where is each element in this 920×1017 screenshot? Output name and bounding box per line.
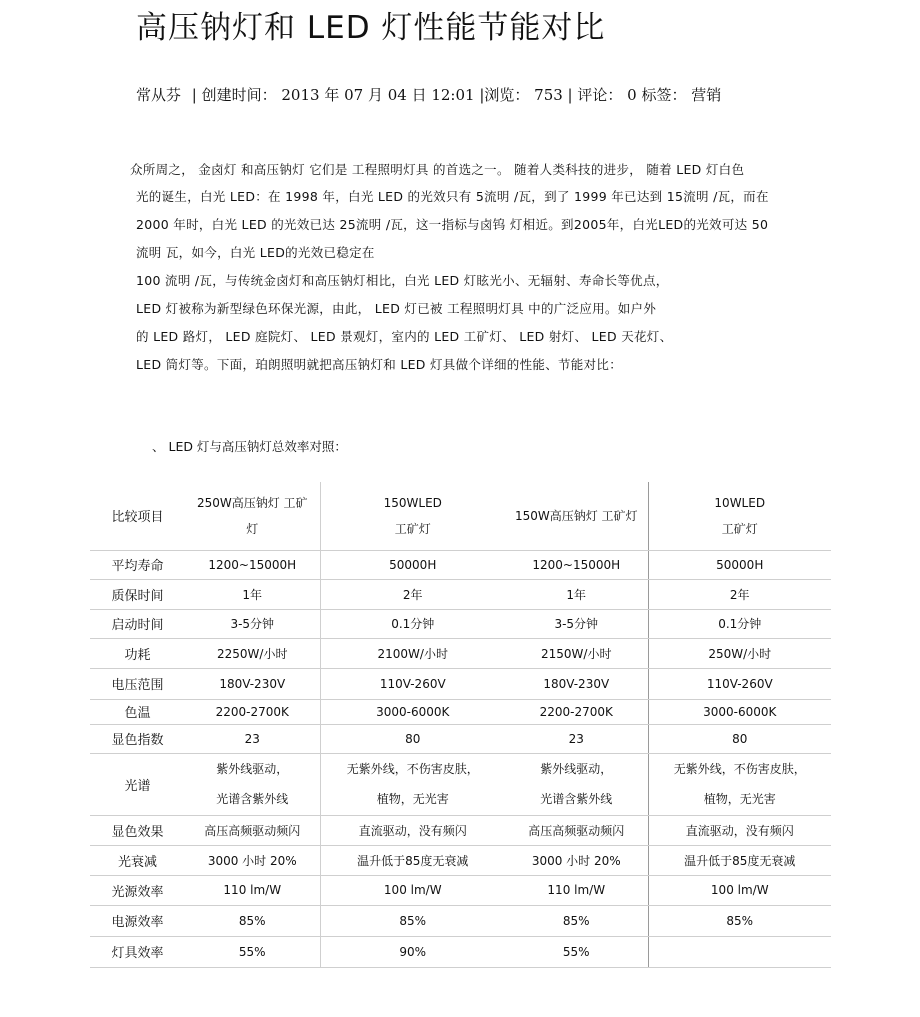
cell-text: 紫外线驱动， xyxy=(216,762,289,776)
table-row xyxy=(90,699,831,724)
row-label: 光谱 xyxy=(90,753,185,815)
cell: 直流驱动，没有频闪 xyxy=(648,815,831,845)
meta-info: | 创建时间： 2013 年 07 月 04 日 12:01 |浏览： 753 | 评论： 0 标签： 营销 xyxy=(191,86,722,104)
cell: 1年 xyxy=(505,579,648,609)
cell: 2年 xyxy=(320,579,505,609)
cell xyxy=(505,753,648,815)
paragraph-line: 众所周之， 金卤灯 和高压钠灯 它们是 工程照明灯具 的首选之一。 随着人类科技的进步， 随着 LED 灯白色 xyxy=(130,162,745,177)
cell: 2100W/小时 xyxy=(320,638,505,668)
table-row xyxy=(90,815,831,845)
cell xyxy=(648,936,831,967)
cell-text: 植物，无光害 xyxy=(703,792,776,806)
row-label: 电压范围 xyxy=(90,668,185,699)
header-text: 灯 xyxy=(246,521,259,536)
paragraph-line: 2000 年时，白光 LED 的光效已达 25流明 /瓦，这一指标与卤钨 灯相近。到2005年，白光LED的光效可达 50 xyxy=(136,217,769,232)
cell: 23 xyxy=(185,724,320,753)
cell xyxy=(648,753,831,815)
header-cell xyxy=(185,482,320,550)
header-text: 150WLED xyxy=(383,495,442,510)
table-row xyxy=(90,936,831,967)
table-body-1 xyxy=(90,550,831,815)
cell: 85% xyxy=(320,905,505,936)
article-meta xyxy=(136,84,727,105)
table-row xyxy=(90,609,831,638)
header-cell: 比较项目 xyxy=(90,482,185,550)
cell-text: 光谱含紫外线 xyxy=(216,792,289,806)
paragraph-line: 流明 瓦，如今，白光 LED的光效已稳定在 xyxy=(136,245,375,260)
row-label: 功耗 xyxy=(90,638,185,668)
cell xyxy=(320,753,505,815)
row-label: 光源效率 xyxy=(90,875,185,905)
table-row xyxy=(90,579,831,609)
cell: 180V-230V xyxy=(505,668,648,699)
cell-text: 紫外线驱动， xyxy=(540,762,613,776)
cell: 2200-2700K xyxy=(505,699,648,724)
cell: 1200~15000H xyxy=(505,550,648,579)
cell: 高压高频驱动频闪 xyxy=(505,815,648,845)
row-label: 平均寿命 xyxy=(90,550,185,579)
cell: 85% xyxy=(505,905,648,936)
cell: 50000H xyxy=(320,550,505,579)
paragraph-line: 的 LED 路灯， LED 庭院灯、 LED 景观灯，室内的 LED 工矿灯、 LED 射灯、 LED 天花灯、 xyxy=(136,329,673,344)
cell: 80 xyxy=(320,724,505,753)
cell: 110 lm/W xyxy=(505,875,648,905)
row-label: 启动时间 xyxy=(90,609,185,638)
cell: 直流驱动，没有频闪 xyxy=(320,815,505,845)
row-label: 灯具效率 xyxy=(90,936,185,967)
cell: 55% xyxy=(505,936,648,967)
cell: 2年 xyxy=(648,579,831,609)
cell: 250W/小时 xyxy=(648,638,831,668)
table-row xyxy=(90,905,831,936)
table-row xyxy=(90,668,831,699)
cell: 100 lm/W xyxy=(320,875,505,905)
cell: 3000-6000K xyxy=(320,699,505,724)
header-text: 工矿灯 xyxy=(721,521,758,536)
section-title: 、 LED 灯与高压钠灯总效率对照： xyxy=(152,439,347,454)
page-title: 高压钠灯和 LED 灯性能节能对比 xyxy=(136,10,606,46)
cell: 3-5分钟 xyxy=(505,609,648,638)
cell: 1200~15000H xyxy=(185,550,320,579)
cell-text: 光谱含紫外线 xyxy=(540,792,613,806)
cell: 50000H xyxy=(648,550,831,579)
cell: 110V-260V xyxy=(648,668,831,699)
table-body-2 xyxy=(90,815,831,967)
row-label: 显色指数 xyxy=(90,724,185,753)
paragraph-line: LED 灯被称为新型绿色环保光源，由此， LED 灯已被 工程照明灯具 中的广泛应用。如户外 xyxy=(136,301,657,316)
cell: 0.1分钟 xyxy=(320,609,505,638)
cell: 110 lm/W xyxy=(185,875,320,905)
table-row xyxy=(90,875,831,905)
cell: 55% xyxy=(185,936,320,967)
table-row xyxy=(90,845,831,875)
header-cell xyxy=(320,482,505,550)
cell: 85% xyxy=(648,905,831,936)
row-label: 电源效率 xyxy=(90,905,185,936)
cell: 温升低于85度无衰减 xyxy=(320,845,505,875)
cell: 2150W/小时 xyxy=(505,638,648,668)
header-cell: 150W高压钠灯 工矿灯 xyxy=(505,482,648,550)
table-header-row xyxy=(90,482,831,550)
row-label: 质保时间 xyxy=(90,579,185,609)
paragraph-line: 100 流明 /瓦，与传统金卤灯和高压钠灯相比，白光 LED 灯眩光小、无辐射、寿命长等优点， xyxy=(136,273,669,288)
header-text: 10WLED xyxy=(714,495,766,510)
table-row xyxy=(90,724,831,753)
header-text: 250W高压钠灯 工矿 xyxy=(196,495,308,510)
author: 常从芬 xyxy=(136,86,182,104)
cell: 110V-260V xyxy=(320,668,505,699)
cell: 100 lm/W xyxy=(648,875,831,905)
table-row-spectrum xyxy=(90,753,831,815)
cell: 3-5分钟 xyxy=(185,609,320,638)
cell: 180V-230V xyxy=(185,668,320,699)
row-label: 光衰减 xyxy=(90,845,185,875)
cell: 高压高频驱动频闪 xyxy=(185,815,320,845)
cell: 2250W/小时 xyxy=(185,638,320,668)
cell: 23 xyxy=(505,724,648,753)
cell: 2200-2700K xyxy=(185,699,320,724)
row-label: 色温 xyxy=(90,699,185,724)
cell: 80 xyxy=(648,724,831,753)
row-label: 显色效果 xyxy=(90,815,185,845)
cell: 85% xyxy=(185,905,320,936)
cell: 3000-6000K xyxy=(648,699,831,724)
paragraph-line: 光的诞生，白光 LED：在 1998 年，白光 LED 的光效只有 5流明 /瓦，到了 1999 年已达到 15流明 /瓦，而在 xyxy=(136,189,769,204)
paragraph-line: LED 筒灯等。下面，珀朗照明就把高压钠灯和 LED 灯具做个详细的性能、节能对比： xyxy=(136,357,622,372)
table-row xyxy=(90,550,831,579)
cell-text: 无紫外线，不伤害皮肤， xyxy=(673,762,806,776)
comparison-table xyxy=(90,482,831,968)
cell: 90% xyxy=(320,936,505,967)
cell: 温升低于85度无衰减 xyxy=(648,845,831,875)
header-text: 工矿灯 xyxy=(394,521,431,536)
cell xyxy=(185,753,320,815)
cell: 0.1分钟 xyxy=(648,609,831,638)
cell: 1年 xyxy=(185,579,320,609)
header-cell xyxy=(648,482,831,550)
cell: 3000 小时 20% xyxy=(185,845,320,875)
cell: 3000 小时 20% xyxy=(505,845,648,875)
cell-text: 无紫外线，不伤害皮肤， xyxy=(346,762,479,776)
cell-text: 植物，无光害 xyxy=(376,792,449,806)
table-row xyxy=(90,638,831,668)
